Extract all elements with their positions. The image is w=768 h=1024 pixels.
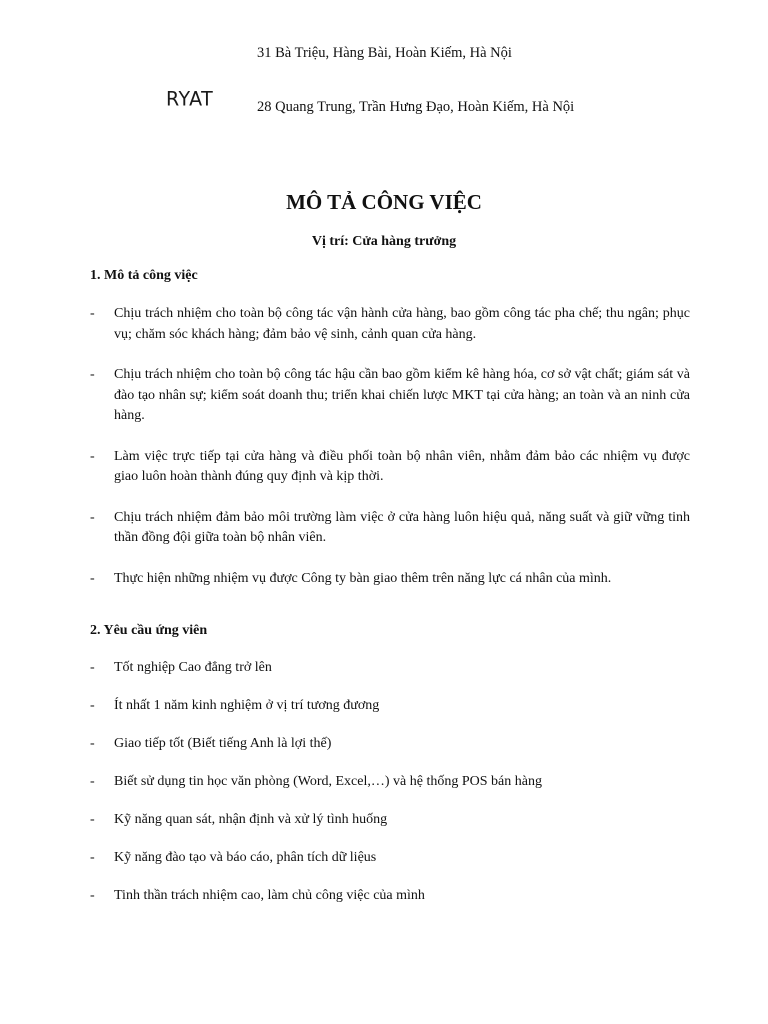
bullet-dash: - xyxy=(90,306,95,321)
list-item xyxy=(90,886,690,907)
bullet-dash: - xyxy=(90,888,95,903)
list-item xyxy=(90,304,690,345)
bullet-dash: - xyxy=(90,448,95,464)
list-item xyxy=(90,772,690,793)
list-item-text: Kỹ năng đào tạo và báo cáo, phân tích dữ liệus xyxy=(114,850,377,865)
list-item-text: Biết sử dụng tin học văn phòng (Word, Excel,…) và hệ thống POS bán hàng xyxy=(114,774,542,789)
list-item-text: Ít nhất 1 năm kinh nghiệm ở vị trí tương đương xyxy=(114,698,380,713)
list-item xyxy=(90,848,690,869)
bullet-dash: - xyxy=(90,698,95,713)
job-description-list xyxy=(90,304,690,609)
section-heading-candidate-requirements: 2. Yêu cầu ứng viên xyxy=(90,623,208,638)
list-item-text: Chịu trách nhiệm cho toàn bộ công tác vận hành cửa hàng, bao gồm công tác pha chế; thu ngân; phục vụ; chăm sóc khách hàng; đảm bảo vệ sinh, cảnh quan cửa hàng. xyxy=(114,306,690,342)
list-item-text: Giao tiếp tốt (Biết tiếng Anh là lợi thế) xyxy=(114,736,332,751)
bullet-dash: - xyxy=(90,509,95,525)
address-line-1: 31 Bà Triệu, Hàng Bài, Hoàn Kiếm, Hà Nội xyxy=(257,45,512,61)
bullet-dash: - xyxy=(90,367,95,382)
list-item-text: Thực hiện những nhiệm vụ được Công ty bàn giao thêm trên năng lực cá nhân của mình. xyxy=(114,570,612,586)
list-item xyxy=(90,696,690,717)
list-item xyxy=(90,569,690,590)
list-item xyxy=(90,447,690,488)
section-heading-job-description: 1. Mô tả công việc xyxy=(90,268,198,283)
document-title: MÔ TẢ CÔNG VIỆC xyxy=(286,190,482,214)
list-item-text: Chịu trách nhiệm cho toàn bộ công tác hậu cần bao gồm kiểm kê hàng hóa, cơ sở vật chất; giám sát và đào tạo nhân sự; kiểm soát doanh thu; triển khai chiến lược MKT tại cửa hàng; an toàn và an ninh cửa hàng. xyxy=(114,367,690,423)
bullet-dash: - xyxy=(90,570,95,586)
list-item xyxy=(90,365,690,427)
list-item xyxy=(90,658,690,679)
bullet-dash: - xyxy=(90,850,95,865)
list-item-text: Kỹ năng quan sát, nhận định và xử lý tình huống xyxy=(114,812,388,827)
list-item-text: Tinh thần trách nhiệm cao, làm chủ công việc của mình xyxy=(114,888,425,903)
list-item-text: Tốt nghiệp Cao đẳng trở lên xyxy=(114,660,272,675)
list-item-text: Làm việc trực tiếp tại cửa hàng và điều phối toàn bộ nhân viên, nhằm đảm bảo các nhiệm vụ được giao luôn hoàn thành đúng quy định và kịp thời. xyxy=(114,448,690,484)
list-item-text: Chịu trách nhiệm đảm bảo môi trường làm việc ở cửa hàng luôn hiệu quả, năng suất và giữ vững tinh thần đồng đội giữa toàn bộ nhân viên. xyxy=(114,509,690,545)
list-item xyxy=(90,810,690,831)
list-item xyxy=(90,734,690,755)
candidate-requirements-list xyxy=(90,658,690,924)
bullet-dash: - xyxy=(90,774,95,789)
position-line: Vị trí: Cửa hàng trưởng xyxy=(311,234,457,249)
bullet-dash: - xyxy=(90,736,95,751)
brand-logo: RYAT xyxy=(166,87,214,111)
bullet-dash: - xyxy=(90,660,95,675)
bullet-dash: - xyxy=(90,812,95,827)
list-item xyxy=(90,508,690,549)
address-line-2: 28 Quang Trung, Trần Hưng Đạo, Hoàn Kiếm, Hà Nội xyxy=(257,99,575,115)
